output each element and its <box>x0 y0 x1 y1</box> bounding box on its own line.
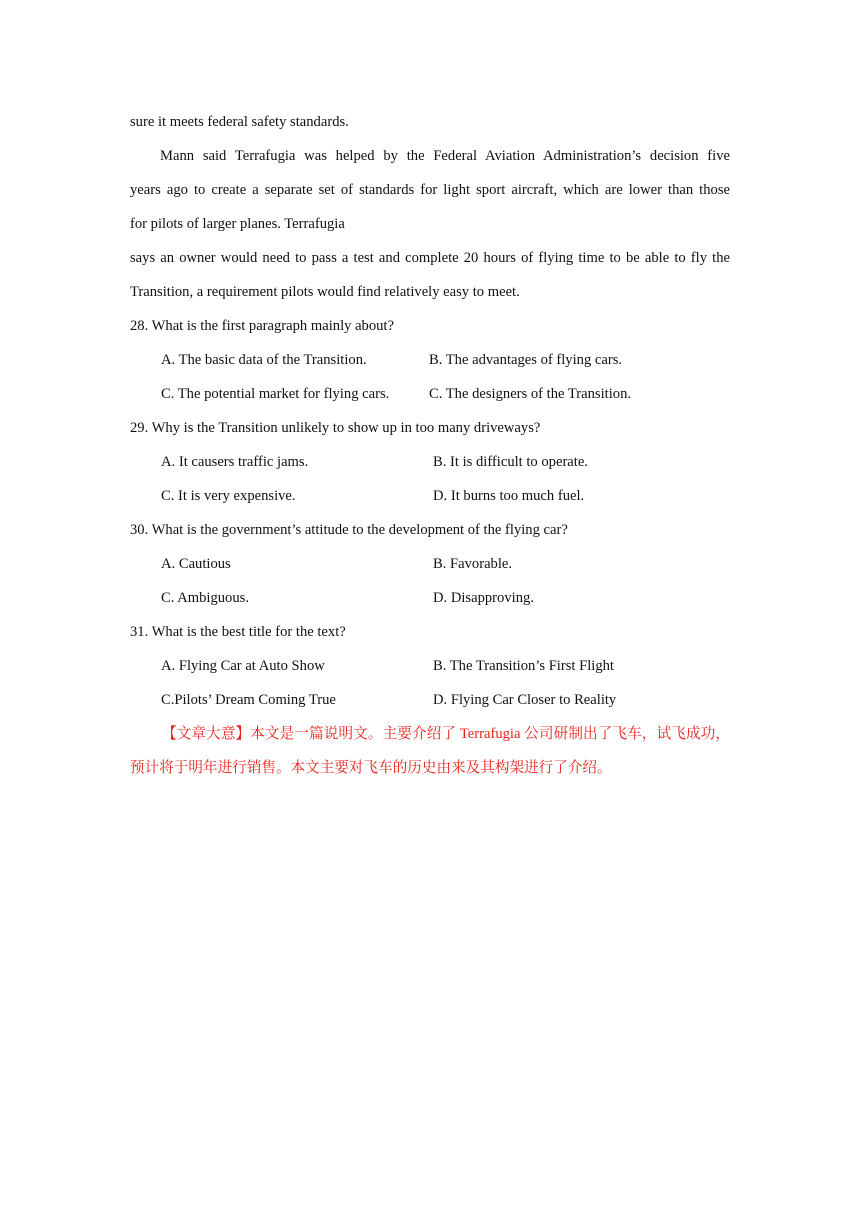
option-a: A. Flying Car at Auto Show <box>161 658 325 674</box>
option-c: C.Pilots’ Dream Coming True <box>161 692 336 708</box>
option-a: A. Cautious <box>161 556 231 572</box>
option-c: C. It is very expensive. <box>161 488 296 504</box>
document-content <box>130 105 730 785</box>
option-a: A. It causers traffic jams. <box>161 454 309 470</box>
question-stem: 31. What is the best title for the text? <box>130 624 346 640</box>
passage-line: Mann said Terrafugia was helped by the Federal Aviation Administration’s decision five <box>160 148 730 164</box>
article-summary <box>130 717 730 785</box>
option-c: C. The potential market for flying cars. <box>161 386 390 402</box>
summary-line: 【文章大意】本文是一篇说明文。主要介绍了 Terrafugia 公司研制出了飞车，试飞成功， <box>162 726 730 742</box>
options-row <box>130 479 730 513</box>
question-stem: 30. What is the government’s attitude to the development of the flying car? <box>130 522 568 538</box>
passage-line: for pilots of larger planes. Terrafugia <box>130 216 345 232</box>
passage-line: Transition, a requirement pilots would find relatively easy to meet. <box>130 284 520 300</box>
passage-line: sure it meets federal safety standards. <box>130 114 349 130</box>
option-d: D. Disapproving. <box>433 590 534 606</box>
options-row <box>130 343 730 377</box>
options-row <box>130 377 730 411</box>
options-row <box>130 683 730 717</box>
option-a: A. The basic data of the Transition. <box>161 352 367 368</box>
option-c: C. Ambiguous. <box>161 590 249 606</box>
question-stem: 29. Why is the Transition unlikely to show up in too many driveways? <box>130 420 541 436</box>
summary-line: 预计将于明年进行销售。本文主要对飞车的历史由来及其构架进行了介绍。 <box>130 760 612 776</box>
option-d: C. The designers of the Transition. <box>429 386 632 402</box>
options-row <box>130 547 730 581</box>
option-b: B. Favorable. <box>433 556 513 572</box>
options-row <box>130 445 730 479</box>
passage-line: years ago to create a separate set of standards for light sport aircraft, which are lower than those <box>130 182 730 198</box>
passage-line: says an owner would need to pass a test and complete 20 hours of flying time to be able to fly the <box>130 250 730 266</box>
option-d: D. Flying Car Closer to Reality <box>433 692 617 708</box>
option-d: D. It burns too much fuel. <box>433 488 585 504</box>
options-row <box>130 581 730 615</box>
option-b: B. The advantages of flying cars. <box>429 352 623 368</box>
option-b: B. It is difficult to operate. <box>433 454 588 470</box>
question-stem: 28. What is the first paragraph mainly about? <box>130 318 394 334</box>
options-row <box>130 649 730 683</box>
option-b: B. The Transition’s First Flight <box>433 658 614 674</box>
